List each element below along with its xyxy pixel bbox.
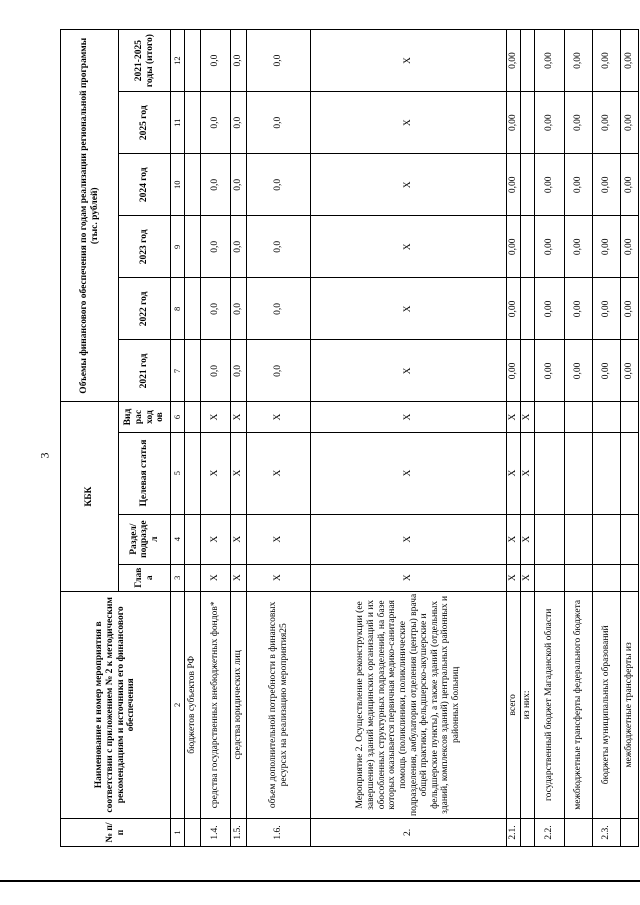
page-number: 3 bbox=[37, 452, 52, 459]
row-kbk-cell: X bbox=[247, 514, 311, 564]
row-kbk-cell bbox=[565, 514, 593, 564]
row-value-cell: 0,00 bbox=[565, 30, 593, 92]
table-row bbox=[311, 30, 507, 847]
row-value-cell bbox=[185, 92, 201, 154]
row-kbk-cell bbox=[565, 432, 593, 514]
header-year-2023: 2023 год bbox=[119, 216, 171, 278]
row-kbk-cell bbox=[535, 402, 565, 432]
colnum-cell: 6 bbox=[171, 402, 185, 432]
row-value-cell: 0,00 bbox=[621, 216, 639, 278]
table-row bbox=[521, 30, 535, 847]
row-num-cell: 2.3. bbox=[593, 818, 621, 846]
row-kbk-cell: X bbox=[231, 402, 247, 432]
row-kbk-cell: X bbox=[521, 514, 535, 564]
row-value-cell: 0,00 bbox=[621, 30, 639, 92]
row-kbk-cell: X bbox=[201, 432, 231, 514]
row-value-cell: 0,00 bbox=[593, 154, 621, 216]
row-value-cell: 0,0 bbox=[201, 154, 231, 216]
row-value-cell bbox=[521, 92, 535, 154]
row-value-cell: 0,00 bbox=[593, 92, 621, 154]
header-row-top bbox=[61, 30, 119, 847]
row-kbk-cell bbox=[593, 564, 621, 591]
row-value-cell: 0,0 bbox=[247, 30, 311, 92]
header-kbk: КБК bbox=[61, 402, 119, 591]
colnum-cell: 2 bbox=[171, 591, 185, 818]
row-value-cell: X bbox=[311, 216, 507, 278]
table-body bbox=[185, 30, 639, 847]
row-value-cell: 0,0 bbox=[247, 278, 311, 340]
row-kbk-cell bbox=[565, 564, 593, 591]
header-year-total: 2021-2025 годы (итого) bbox=[119, 30, 171, 92]
header-num: № п/п bbox=[61, 818, 171, 846]
colnum-cell: 12 bbox=[171, 30, 185, 92]
rotated-table-wrapper bbox=[60, 29, 635, 847]
row-name-cell: средства государственных внебюджетных фондов* bbox=[201, 591, 231, 818]
row-value-cell: 0,0 bbox=[231, 216, 247, 278]
row-value-cell: 0,0 bbox=[201, 340, 231, 402]
row-kbk-cell bbox=[185, 402, 201, 432]
row-value-cell: 0,00 bbox=[507, 30, 521, 92]
colnum-cell: 3 bbox=[171, 564, 185, 591]
row-value-cell: 0,00 bbox=[565, 216, 593, 278]
row-value-cell: 0,00 bbox=[565, 154, 593, 216]
row-kbk-cell: X bbox=[247, 564, 311, 591]
row-kbk-cell: X bbox=[311, 514, 507, 564]
colnum-cell: 7 bbox=[171, 340, 185, 402]
row-value-cell bbox=[185, 216, 201, 278]
row-value-cell: 0,00 bbox=[507, 216, 521, 278]
row-value-cell: 0,00 bbox=[565, 278, 593, 340]
row-name-cell: межбюджетные трансферты из bbox=[621, 591, 639, 818]
row-value-cell: X bbox=[311, 278, 507, 340]
header-year-2022: 2022 год bbox=[119, 278, 171, 340]
row-value-cell: 0,00 bbox=[507, 340, 521, 402]
colnum-cell: 5 bbox=[171, 432, 185, 514]
row-kbk-cell bbox=[535, 564, 565, 591]
colnum-cell: 1 bbox=[171, 818, 185, 846]
row-value-cell: 0,00 bbox=[507, 278, 521, 340]
row-value-cell bbox=[521, 154, 535, 216]
row-kbk-cell bbox=[535, 432, 565, 514]
row-name-cell: средства юридических лиц bbox=[231, 591, 247, 818]
row-value-cell: X bbox=[311, 30, 507, 92]
row-num-cell: 1.5. bbox=[231, 818, 247, 846]
row-value-cell bbox=[521, 30, 535, 92]
header-kbk-vid: Вид рас ход ов bbox=[119, 402, 171, 432]
column-numbers-row bbox=[171, 30, 185, 847]
table-row bbox=[231, 30, 247, 847]
row-kbk-cell: X bbox=[247, 402, 311, 432]
row-value-cell: 0,00 bbox=[565, 340, 593, 402]
table-row bbox=[507, 30, 521, 847]
row-kbk-cell: X bbox=[521, 432, 535, 514]
row-value-cell: 0,00 bbox=[621, 154, 639, 216]
row-value-cell: 0,00 bbox=[535, 30, 565, 92]
row-value-cell: 0,00 bbox=[507, 154, 521, 216]
row-kbk-cell bbox=[185, 514, 201, 564]
row-num-cell bbox=[621, 818, 639, 846]
row-value-cell: 0,00 bbox=[535, 216, 565, 278]
row-kbk-cell bbox=[185, 432, 201, 514]
row-kbk-cell: X bbox=[507, 402, 521, 432]
row-kbk-cell: X bbox=[231, 514, 247, 564]
row-value-cell: 0,0 bbox=[247, 92, 311, 154]
row-name-cell: Мероприятие 2. Осуществление реконструкции (ее завершение) зданий медицинских организаций и их обособленных структурных подразделений, на базе которых оказывается первичная медико-санитарная помощь (поликлиники, поликлинические подразделения, амбулатории отделения (центры) врача общей практики, фельдшерско-акушерские и фельдшерские пункты), а также зданий (отдельных зданий, комплексов зданий) центральных районных и районных больниц bbox=[311, 591, 507, 818]
row-kbk-cell bbox=[185, 564, 201, 591]
row-kbk-cell: X bbox=[201, 564, 231, 591]
row-value-cell: 0,00 bbox=[593, 278, 621, 340]
table-row bbox=[621, 30, 639, 847]
row-value-cell: 0,00 bbox=[535, 278, 565, 340]
row-kbk-cell bbox=[621, 402, 639, 432]
header-year-2025: 2025 год bbox=[119, 92, 171, 154]
row-num-cell bbox=[565, 818, 593, 846]
row-value-cell bbox=[521, 278, 535, 340]
colnum-cell: 9 bbox=[171, 216, 185, 278]
row-value-cell: 0,00 bbox=[621, 92, 639, 154]
row-value-cell: 0,0 bbox=[231, 92, 247, 154]
row-kbk-cell bbox=[593, 432, 621, 514]
row-value-cell: 0,00 bbox=[535, 154, 565, 216]
header-kbk-razdel: Раздел/ подразде л bbox=[119, 514, 171, 564]
row-value-cell: 0,0 bbox=[201, 216, 231, 278]
row-kbk-cell: X bbox=[507, 564, 521, 591]
row-value-cell bbox=[185, 30, 201, 92]
row-kbk-cell bbox=[621, 432, 639, 514]
row-kbk-cell: X bbox=[231, 564, 247, 591]
table-row bbox=[593, 30, 621, 847]
row-value-cell: X bbox=[311, 154, 507, 216]
row-kbk-cell: X bbox=[507, 432, 521, 514]
row-kbk-cell bbox=[565, 402, 593, 432]
header-kbk-glava: Глав а bbox=[119, 564, 171, 591]
row-name-cell: из них: bbox=[521, 591, 535, 818]
table-row bbox=[565, 30, 593, 847]
row-value-cell bbox=[185, 340, 201, 402]
colnum-cell: 10 bbox=[171, 154, 185, 216]
row-name-cell: всего bbox=[507, 591, 521, 818]
table-row bbox=[535, 30, 565, 847]
row-value-cell: 0,00 bbox=[621, 340, 639, 402]
row-kbk-cell: X bbox=[247, 432, 311, 514]
header-funding: Объемы финансового обеспечения по годам реализации региональной программы (тыс. рублей) bbox=[61, 30, 119, 403]
row-name-cell: государственный бюджет Магаданской области bbox=[535, 591, 565, 818]
row-kbk-cell: X bbox=[507, 514, 521, 564]
row-value-cell: 0,00 bbox=[507, 92, 521, 154]
row-num-cell: 1.4. bbox=[201, 818, 231, 846]
table-row bbox=[247, 30, 311, 847]
row-kbk-cell: X bbox=[231, 432, 247, 514]
row-kbk-cell bbox=[593, 514, 621, 564]
row-num-cell bbox=[521, 818, 535, 846]
row-value-cell: 0,0 bbox=[231, 278, 247, 340]
row-kbk-cell: X bbox=[311, 402, 507, 432]
row-name-cell: бюджетов субъектов РФ bbox=[185, 591, 201, 818]
colnum-cell: 8 bbox=[171, 278, 185, 340]
row-value-cell: 0,0 bbox=[247, 216, 311, 278]
row-value-cell: 0,0 bbox=[201, 30, 231, 92]
bottom-divider bbox=[0, 880, 640, 882]
row-value-cell: 0,00 bbox=[593, 216, 621, 278]
row-value-cell: X bbox=[311, 340, 507, 402]
row-kbk-cell: X bbox=[311, 432, 507, 514]
row-value-cell bbox=[185, 278, 201, 340]
row-kbk-cell bbox=[621, 564, 639, 591]
row-kbk-cell: X bbox=[311, 564, 507, 591]
row-name-cell: объем дополнительной потребности в финансовых ресурсах на реализацию мероприятия25 bbox=[247, 591, 311, 818]
row-num-cell: 1.6. bbox=[247, 818, 311, 846]
row-value-cell: 0,00 bbox=[593, 30, 621, 92]
funding-table bbox=[60, 29, 639, 847]
row-value-cell: 0,0 bbox=[247, 154, 311, 216]
row-num-cell: 2.1. bbox=[507, 818, 521, 846]
row-num-cell: 2. bbox=[311, 818, 507, 846]
row-value-cell: 0,00 bbox=[535, 92, 565, 154]
row-value-cell: 0,00 bbox=[535, 340, 565, 402]
row-num-cell: 2.2. bbox=[535, 818, 565, 846]
row-value-cell: 0,00 bbox=[621, 278, 639, 340]
row-value-cell: 0,0 bbox=[201, 278, 231, 340]
header-kbk-statya: Целевая статья bbox=[119, 432, 171, 514]
row-value-cell bbox=[521, 340, 535, 402]
row-name-cell: межбюджетные трансферты федерального бюджета bbox=[565, 591, 593, 818]
row-value-cell: 0,00 bbox=[565, 92, 593, 154]
row-value-cell: 0,00 bbox=[593, 340, 621, 402]
row-kbk-cell: X bbox=[521, 402, 535, 432]
row-kbk-cell bbox=[593, 402, 621, 432]
row-kbk-cell bbox=[621, 514, 639, 564]
row-value-cell: 0,0 bbox=[247, 340, 311, 402]
colnum-cell: 11 bbox=[171, 92, 185, 154]
row-kbk-cell bbox=[535, 514, 565, 564]
row-value-cell: 0,0 bbox=[231, 154, 247, 216]
row-kbk-cell: X bbox=[201, 514, 231, 564]
row-value-cell: 0,0 bbox=[231, 30, 247, 92]
row-value-cell: 0,0 bbox=[201, 92, 231, 154]
table-row bbox=[185, 30, 201, 847]
row-value-cell bbox=[185, 154, 201, 216]
row-num-cell bbox=[185, 818, 201, 846]
row-value-cell bbox=[521, 216, 535, 278]
header-year-2024: 2024 год bbox=[119, 154, 171, 216]
row-kbk-cell: X bbox=[521, 564, 535, 591]
header-name: Наименование и номер мероприятия в соответствии с приложением № 2 к методическим рекомендациям и источники его финансового обеспечения bbox=[61, 591, 171, 818]
row-name-cell: бюджеты муниципальных образований bbox=[593, 591, 621, 818]
row-value-cell: X bbox=[311, 92, 507, 154]
header-year-2021: 2021 год bbox=[119, 340, 171, 402]
row-value-cell: 0,0 bbox=[231, 340, 247, 402]
row-kbk-cell: X bbox=[201, 402, 231, 432]
colnum-cell: 4 bbox=[171, 514, 185, 564]
table-row bbox=[201, 30, 231, 847]
